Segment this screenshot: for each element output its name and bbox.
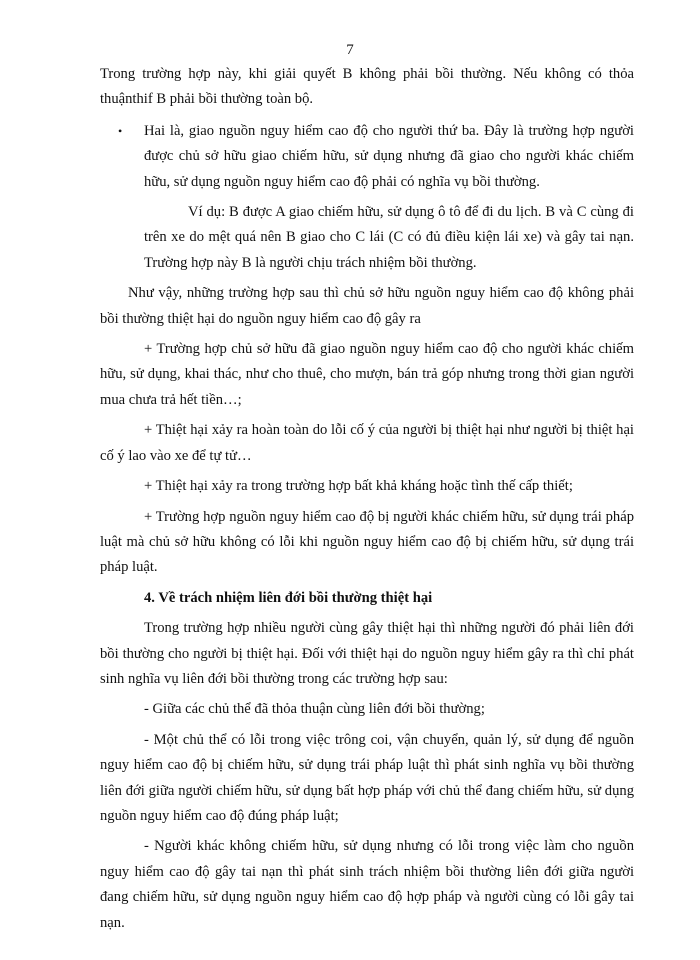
joint-liability-intro: Trong trường hợp nhiều người cùng gây thiệt hại thì những người đó phải liên đới bồi thường cho người bị thiệt hại. Đối với thiệt hại do nguồn nguy hiểm gây ra thì chỉ phát sinh nghĩa vụ liên đới bồi thường trong các trường hợp sau: xyxy=(100,620,634,687)
page-number: 7 xyxy=(346,42,354,58)
joint-case-1: - Giữa các chủ thể đã thỏa thuận cùng liên đới bồi thường; xyxy=(144,701,485,718)
bullet-icon: • xyxy=(118,123,123,138)
exempt-case-1: + Trường hợp chủ sở hữu đã giao nguồn nguy hiểm cao độ cho người khác chiếm hữu, sử dụng, khai thác, như cho thuê, cho mượn, bán trả góp nhưng trong thời gian người mua chưa trả hết tiền…; xyxy=(100,341,634,408)
bullet-item-third-party xyxy=(100,119,634,276)
joint-case-2: - Một chủ thể có lỗi trong việc trông coi, vận chuyển, quản lý, sử dụng để nguồn nguy hiểm cao độ bị chiếm hữu, sử dụng trái pháp luật thì phát sinh nghĩa vụ bồi thường liên đới giữa người chiếm hữu, sử dụng bất hợp pháp với chủ thể đang chiếm hữu, sử dụng nguồn nguy hiểm cao độ đúng pháp luật; xyxy=(100,731,634,824)
example-paragraph: Ví dụ: B được A giao chiếm hữu, sử dụng ô tô để đi du lịch. B và C cùng đi trên xe do mệt quá nên B giao cho C lái (C có đủ điều kiện lái xe) và gây tai nạn. Trường hợp này B là người chịu trách nhiệm bồi thường. xyxy=(144,204,634,271)
bullet-text: Hai là, giao nguồn nguy hiểm cao độ cho người thứ ba. Đây là trường hợp người được chủ sở hữu giao chiếm hữu, sử dụng nhưng đã giao cho người khác chiếm hữu, sử dụng nguồn nguy hiểm cao độ phải có nghĩa vụ bồi thường. xyxy=(144,122,634,190)
exempt-case-4: + Trường hợp nguồn nguy hiểm cao độ bị người khác chiếm hữu, sử dụng trái pháp luật mà chủ sở hữu không có lỗi khi nguồn nguy hiểm cao độ bị chiếm hữu, sử dụng trái pháp luật. xyxy=(100,508,634,576)
exempt-case-2: + Thiệt hại xảy ra hoàn toàn do lỗi cố ý của người bị thiệt hại như người bị thiệt hại cố ý lao vào xe để tự tử… xyxy=(100,422,634,464)
summary-paragraph: Như vậy, những trường hợp sau thì chủ sở hữu nguồn nguy hiểm cao độ không phải bồi thường thiệt hại do nguồn nguy hiểm cao độ gây ra xyxy=(100,285,634,327)
page-content xyxy=(100,62,634,936)
paragraph-no-agreement: Trong trường hợp này, khi giải quyết B không phải bồi thường. Nếu không có thỏa thuậnthif B phải bồi thường toàn bộ. xyxy=(100,66,634,108)
exempt-case-3: + Thiệt hại xảy ra trong trường hợp bất khả kháng hoặc tình thế cấp thiết; xyxy=(144,478,573,495)
section-heading: 4. Về trách nhiệm liên đới bồi thường thiệt hại xyxy=(144,589,433,606)
joint-case-3: - Người khác không chiếm hữu, sử dụng nhưng có lỗi trong việc làm cho nguồn nguy hiểm cao độ gây tai nạn thì phát sinh trách nhiệm bồi thường liên đới giữa người đang chiếm hữu, sử dụng nguồn nguy hiểm cao độ hợp pháp và người cùng có lỗi gây tai nạn. xyxy=(100,838,634,931)
